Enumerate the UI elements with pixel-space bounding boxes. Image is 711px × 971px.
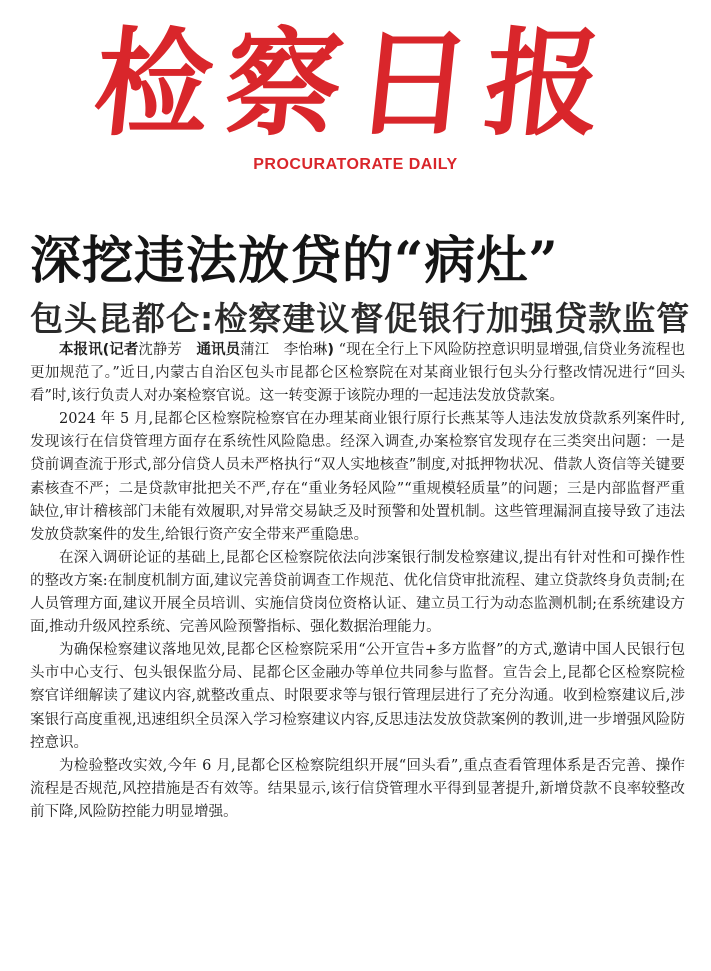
article-body — [30, 339, 685, 824]
article-paragraph: 在深入调研论证的基础上,昆都仑区检察院依法向涉案银行制发检察建议,提出有针对性和可操作性的整改方案:在制度机制方面,建议完善贷前调查工作规范、优化信贷审批流程、建立贷款终身负责制;在人员管理方面,建议开展全员培训、实施信贷岗位资格认证、建立员工行为动态监测机制;在系统建设方面,推动升级风控系统、完善风险预警指标、强化数据治理能力。 — [30, 549, 685, 636]
article-paragraph: 2024 年 5 月,昆都仑区检察院检察官在办理某商业银行原行长燕某等人违法发放贷款系列案件时,发现该行在信贷管理方面存在系统性风险隐患。经深入调查,办案检察官发现存在三类突出问题：一是贷前调查流于形式,部分信贷人员未严格执行“双人实地核查”制度,对抵押物状况、借款人资信等关键要素核查不严；二是贷款审批把关不严,存在“重业务轻风险”“重规模轻质量”的问题；三是内部监督严重缺位,审计稽核部门未能有效履职,对异常交易缺乏及时预警和处置机制。这些管理漏洞直接导致了违法发放贷款案件的发生,给银行资产安全带来严重隐患。 — [30, 411, 685, 543]
byline — [59, 342, 334, 358]
article-paragraph — [30, 339, 685, 408]
newspaper-english-name: PROCURATORATE DAILY — [253, 156, 458, 173]
article-paragraph: 为检验整改实效,今年 6 月,昆都仑区检察院组织开展“回头看”,重点查看管理体系是否完善、操作流程是否规范,风控措施是否有效等。结果显示,该行信贷管理水平得到显著提升,新增贷款不良率较整改前下降,风险防控能力明显增强。 — [30, 757, 685, 820]
masthead — [0, 14, 711, 184]
newspaper-logo: 检察日报 — [88, 16, 623, 152]
article-subheadline: 包头昆都仑:检察建议督促银行加强贷款监管 — [30, 299, 691, 339]
byline-label: 本报讯 — [59, 342, 103, 358]
byline-reporter-label: 记者 — [109, 342, 139, 358]
byline-correspondent-names: 蒲江 李怡琳 — [240, 342, 328, 358]
paragraph-text: “现在全行上下风险防控意识明显增强,信贷业务流程也更加规范了。”近日,内蒙古自治区包头市昆都仑区检察院在对某商业银行包头分行整改情况进行“回头看”时,该行负责人对办案检察官说。这一转变源于该院办理的一起违法发放贷款案。 — [30, 342, 686, 405]
byline-reporter-name: 沈静芳 — [138, 342, 182, 358]
byline-paren-close: ) — [327, 342, 334, 358]
article-paragraph: 为确保检察建议落地见效,昆都仑区检察院采用“公开宣告+多方监督”的方式,邀请中国人民银行包头市中心支行、包头银保监分局、昆都仑区金融办等单位共同参与监督。宣告会上,昆都仑区检察院检察官详细解读了建议内容,就整改重点、时限要求等与银行管理层进行了充分沟通。收到检察建议后,涉案银行高度重视,迅速组织全员深入学习检察建议内容,反思违法发放贷款案例的教训,进一步增强风险防控意识。 — [30, 642, 685, 751]
byline-paren-open: ( — [102, 342, 110, 358]
byline-correspondent-label: 通讯员 — [196, 342, 241, 358]
article-headline: 深挖违法放贷的“病灶” — [30, 231, 559, 292]
